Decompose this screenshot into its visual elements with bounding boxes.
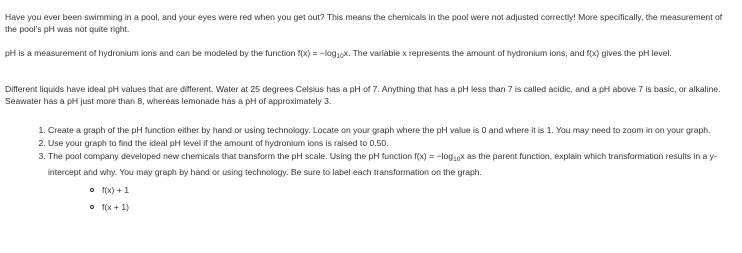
ph-definition-text-end: x. The variable x represents the amount of hydronium ions, and f(x) gives the pH level. (343, 48, 672, 58)
task-item-1: 1. Create a graph of the pH function either by hand or using technology. Locate on your graph where the pH value is 0 and where it is 1. You may need to zoom in on your graph. (48, 124, 742, 136)
task-item-2: 2. Use your graph to find the ideal pH level if the amount of hydronium ions is raised to 0.50. (48, 137, 742, 149)
log-base-subscript: 10 (453, 156, 461, 163)
ph-values-paragraph: Different liquids have ideal pH values that are different. Water at 25 degrees Celsius has a pH of 7. Anything that has a pH less than 7 is called acidic, and a pH above 7 is basic, or alkaline. Seawater has a pH just more than 8, whereas lemonade has a pH of approximately 3. (5, 84, 721, 106)
log-base-subscript: 10 (336, 53, 344, 60)
circle-bullet-icon (90, 205, 94, 209)
transformation-item (90, 184, 742, 196)
task-item-3 (48, 150, 742, 213)
task-3-text-start: The pool company developed new chemicals that transform the pH scale. Using the pH function f(x) = −log (48, 151, 454, 161)
transformation-label: f(x) + 1 (102, 185, 129, 195)
transformation-list (48, 184, 742, 213)
intro-paragraph: Have you ever been swimming in a pool, and your eyes were red when you get out? This means the chemicals in the pool were not adjusted correctly! More specifically, the measurement of the pool's pH was not quite right. (5, 12, 723, 34)
task-3-text-end: x as the parent function, explain which transformation results in a y-intercept and why. You may graph by hand or using technology. Be sure to label each transformation on the graph. (48, 151, 717, 177)
transformation-label: f(x + 1) (102, 202, 129, 212)
circle-bullet-icon (90, 188, 94, 192)
ph-definition-text-start: pH is a measurement of hydronium ions and can be modeled by the function f(x) = −log (5, 48, 337, 58)
ph-definition-paragraph (5, 47, 735, 63)
task-list (24, 124, 742, 218)
transformation-item (90, 201, 742, 213)
